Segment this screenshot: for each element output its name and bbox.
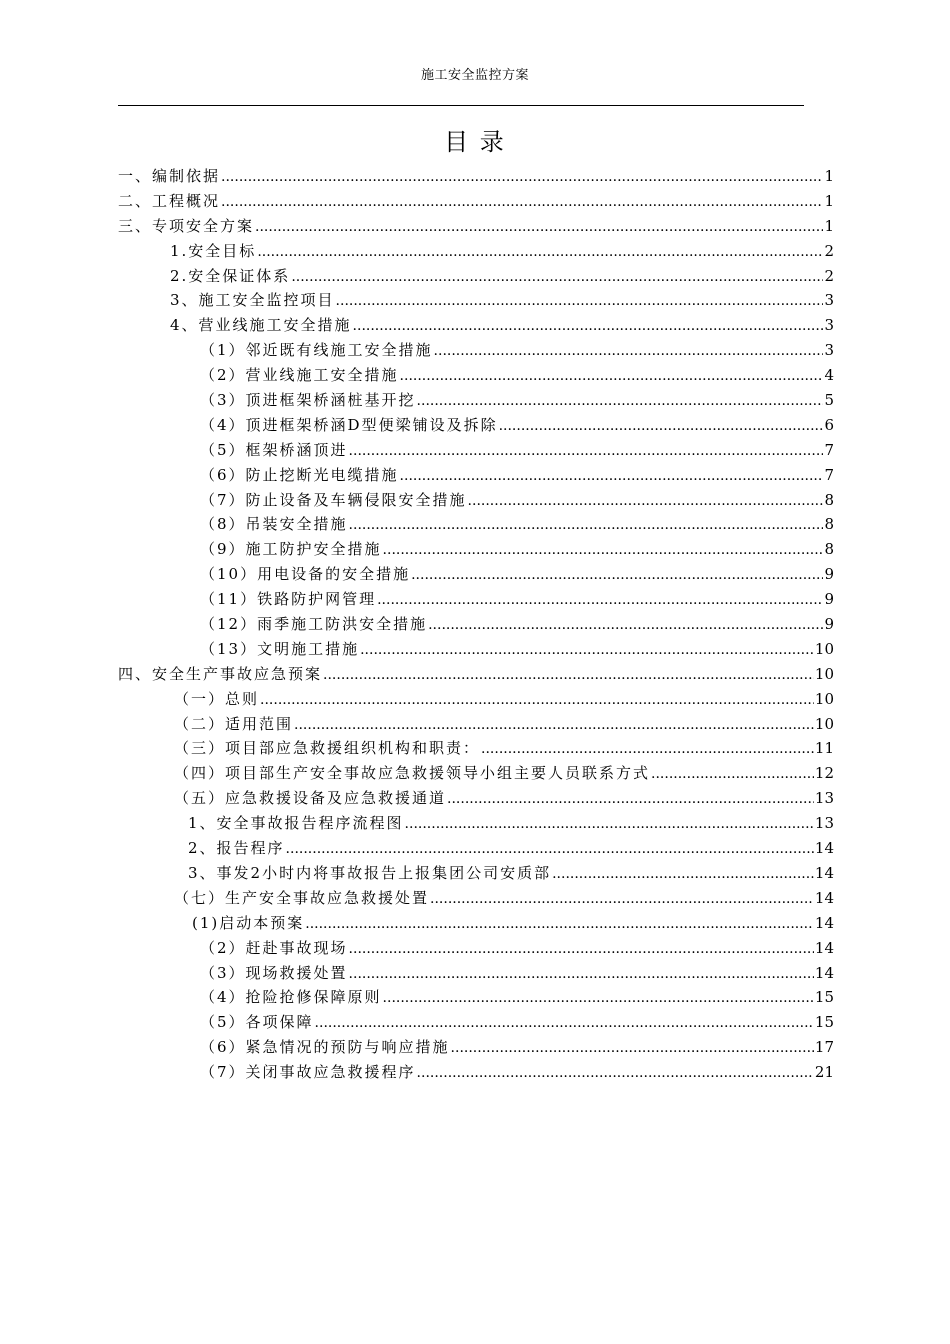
- toc-entry-label: 1、安全事故报告程序流程图: [188, 814, 404, 833]
- toc-entry-label: 三、专项安全方案: [118, 216, 255, 235]
- toc-entry[interactable]: [118, 736, 834, 761]
- toc-entry-label: （13）文明施工措施: [200, 639, 360, 658]
- toc-page-number: 10: [814, 664, 834, 683]
- toc-page-number: 9: [824, 565, 834, 584]
- toc-entry[interactable]: [118, 662, 834, 687]
- toc-dot-leader: [349, 962, 814, 987]
- toc-dot-leader: [447, 787, 814, 812]
- toc-entry[interactable]: [118, 189, 834, 214]
- toc-page-number: 1: [824, 167, 834, 185]
- toc-dot-leader: [499, 414, 824, 439]
- toc-dot-leader: [336, 289, 824, 314]
- toc-entry-label: （8）吊装安全措施: [200, 515, 348, 534]
- toc-page-number: 21: [814, 1063, 834, 1082]
- toc-entry[interactable]: [118, 1035, 834, 1060]
- toc-dot-leader: [257, 240, 823, 265]
- toc-entry[interactable]: [118, 413, 834, 438]
- toc-entry-label: （7）关闭事故应急救援程序: [200, 1063, 416, 1082]
- toc-page-number: 13: [814, 789, 834, 808]
- toc-dot-leader: [400, 464, 824, 489]
- toc-dot-leader: [651, 762, 814, 787]
- toc-title: 目 录: [444, 128, 506, 156]
- toc-entry[interactable]: [118, 1060, 834, 1085]
- toc-entry-label: （5）框架桥涵顶进: [200, 440, 348, 459]
- toc-dot-leader: [411, 563, 823, 588]
- toc-dot-leader: [315, 1011, 814, 1036]
- toc-entry[interactable]: [118, 985, 834, 1010]
- toc-entry-label: 2、报告程序: [188, 839, 285, 858]
- toc-entry[interactable]: [118, 313, 834, 338]
- toc-page-number: 11: [814, 739, 834, 758]
- toc-entry-label: （9）施工防护安全措施: [200, 540, 382, 559]
- toc-dot-leader: [468, 489, 824, 514]
- toc-page-number: 7: [824, 465, 834, 484]
- toc-dot-leader: [383, 986, 814, 1011]
- toc-entry[interactable]: [118, 712, 834, 737]
- toc-entry[interactable]: [118, 388, 834, 413]
- toc-page-number: 3: [824, 291, 834, 310]
- toc-dot-leader: [305, 912, 814, 937]
- toc-entry[interactable]: [118, 761, 834, 786]
- toc-dot-leader: [377, 588, 823, 613]
- toc-entry[interactable]: [118, 488, 834, 513]
- toc-dot-leader: [451, 1036, 814, 1061]
- toc-page-number: 3: [824, 341, 834, 360]
- toc-dot-leader: [417, 389, 824, 414]
- toc-entry[interactable]: [118, 612, 834, 637]
- toc-entry-label: （7）防止设备及车辆侵限安全措施: [200, 490, 467, 509]
- toc-dot-leader: [430, 887, 814, 912]
- toc-page-number: 1: [824, 191, 834, 210]
- toc-dot-leader: [434, 339, 824, 364]
- toc-entry-label: 四、安全生产事故应急预案: [118, 664, 323, 683]
- toc-entry-label: （一）总则: [174, 689, 260, 708]
- toc-entry[interactable]: [118, 886, 834, 911]
- toc-dot-leader: [221, 165, 823, 190]
- toc-entry[interactable]: [118, 537, 834, 562]
- toc-dot-leader: [481, 737, 814, 762]
- toc-entry-label: （10）用电设备的安全措施: [200, 565, 411, 584]
- toc-entry[interactable]: [118, 438, 834, 463]
- toc-dot-leader: [428, 613, 823, 638]
- toc-entry[interactable]: [118, 936, 834, 961]
- toc-page-number: 15: [814, 988, 834, 1007]
- toc-entry[interactable]: [118, 637, 834, 662]
- toc-dot-leader: [353, 314, 824, 339]
- toc-entry[interactable]: [118, 512, 834, 537]
- toc-dot-leader: [349, 439, 824, 464]
- toc-entry-label: （5）各项保障: [200, 1013, 314, 1032]
- toc-page-number: 4: [824, 366, 834, 385]
- toc-page-number: 17: [814, 1038, 834, 1057]
- toc-page-number: 8: [824, 515, 834, 534]
- toc-entry-label: （3）现场救援处置: [200, 963, 348, 982]
- toc-page-number: 9: [824, 615, 834, 634]
- toc-dot-leader: [286, 837, 814, 862]
- toc-entry-label: （6）紧急情况的预防与响应措施: [200, 1038, 450, 1057]
- toc-entry[interactable]: [118, 861, 834, 886]
- toc-entry[interactable]: [118, 811, 834, 836]
- toc-entry[interactable]: [118, 1010, 834, 1035]
- toc-entry[interactable]: [118, 911, 834, 936]
- toc-dot-leader: [323, 663, 814, 688]
- toc-entry[interactable]: [118, 288, 834, 313]
- toc-page-number: 7: [824, 440, 834, 459]
- toc-entry-label: （四）项目部生产安全事故应急救援领导小组主要人员联系方式: [174, 764, 651, 783]
- toc-dot-leader: [417, 1061, 814, 1086]
- toc-page-number: 15: [814, 1013, 834, 1032]
- toc-page-number: 2: [824, 241, 834, 260]
- page-header-title: 施工安全监控方案: [420, 68, 529, 83]
- toc-page-number: 9: [824, 590, 834, 609]
- toc-entry-label: 4、营业线施工安全措施: [170, 316, 352, 335]
- toc-entry-label: 3、事发2小时内将事故报告上报集团公司安质部: [188, 863, 552, 882]
- toc-dot-leader: [294, 713, 814, 738]
- toc-entry[interactable]: [118, 687, 834, 712]
- toc-entry[interactable]: [118, 587, 834, 612]
- toc-dot-leader: [260, 688, 814, 713]
- toc-dot-leader: [383, 538, 824, 563]
- toc-entry[interactable]: [118, 239, 834, 264]
- toc-entry-label: 2.安全保证体系: [170, 266, 291, 285]
- toc-page-number: 8: [824, 540, 834, 559]
- toc-entry[interactable]: [118, 164, 834, 189]
- toc-page-number: 14: [814, 938, 834, 957]
- toc-entry[interactable]: [118, 338, 834, 363]
- toc-page-number: 12: [814, 764, 834, 783]
- toc-entry-label: 一、编制依据: [118, 167, 221, 185]
- toc-dot-leader: [349, 937, 814, 962]
- toc-entry-label: （3）顶进框架桥涵桩基开挖: [200, 391, 416, 410]
- toc-entry-label: （2）营业线施工安全措施: [200, 366, 399, 385]
- toc-entry-label: (1)启动本预案: [192, 913, 305, 932]
- toc-entry-label: 二、工程概况: [118, 191, 221, 210]
- toc-page-number: 1: [824, 216, 834, 235]
- toc-page-number: 10: [814, 689, 834, 708]
- toc-entry-label: （6）防止挖断光电缆措施: [200, 465, 399, 484]
- toc-entry-label: （4）顶进框架桥涵D型便梁铺设及拆除: [200, 415, 498, 434]
- toc-dot-leader: [405, 812, 814, 837]
- toc-entry[interactable]: [118, 786, 834, 811]
- toc-entry-label: （1）邻近既有线施工安全措施: [200, 341, 433, 360]
- table-of-contents: [118, 164, 834, 1085]
- toc-page-number: 13: [814, 814, 834, 833]
- toc-dot-leader: [291, 265, 823, 290]
- toc-entry-label: 1.安全目标: [170, 241, 257, 260]
- toc-page-number: 14: [814, 863, 834, 882]
- toc-entry-label: （三）项目部应急救援组织机构和职责：: [174, 739, 481, 758]
- toc-entry-label: （12）雨季施工防洪安全措施: [200, 615, 428, 634]
- toc-dot-leader: [221, 190, 823, 215]
- toc-dot-leader: [255, 215, 823, 240]
- toc-entry[interactable]: [118, 961, 834, 986]
- toc-page-number: 5: [824, 391, 834, 410]
- toc-entry[interactable]: [118, 264, 834, 289]
- toc-dot-leader: [400, 364, 824, 389]
- toc-page-number: 14: [814, 913, 834, 932]
- toc-entry-label: （五）应急救援设备及应急救援通道: [174, 789, 447, 808]
- toc-page-number: 6: [824, 415, 834, 434]
- toc-entry-label: （七）生产安全事故应急救援处置: [174, 888, 430, 907]
- toc-dot-leader: [552, 862, 814, 887]
- toc-entry-label: （2）赶赴事故现场: [200, 938, 348, 957]
- toc-entry-label: 3、施工安全监控项目: [170, 291, 335, 310]
- toc-page-number: 14: [814, 888, 834, 907]
- toc-page-number: 8: [824, 490, 834, 509]
- toc-dot-leader: [360, 638, 814, 663]
- toc-entry[interactable]: [118, 562, 834, 587]
- toc-page-number: 10: [814, 714, 834, 733]
- toc-entry[interactable]: [118, 214, 834, 239]
- toc-page-number: 3: [824, 316, 834, 335]
- toc-dot-leader: [349, 513, 824, 538]
- toc-entry-label: （4）抢险抢修保障原则: [200, 988, 382, 1007]
- toc-page-number: 10: [814, 639, 834, 658]
- toc-page-number: 14: [814, 839, 834, 858]
- toc-page-number: 14: [814, 963, 834, 982]
- toc-entry-label: （二）适用范围: [174, 714, 294, 733]
- toc-page-number: 2: [824, 266, 834, 285]
- toc-entry-label: （11）铁路防护网管理: [200, 590, 377, 609]
- toc-entry[interactable]: [118, 363, 834, 388]
- toc-entry[interactable]: [118, 836, 834, 861]
- toc-entry[interactable]: [118, 463, 834, 488]
- header-divider: [118, 105, 804, 106]
